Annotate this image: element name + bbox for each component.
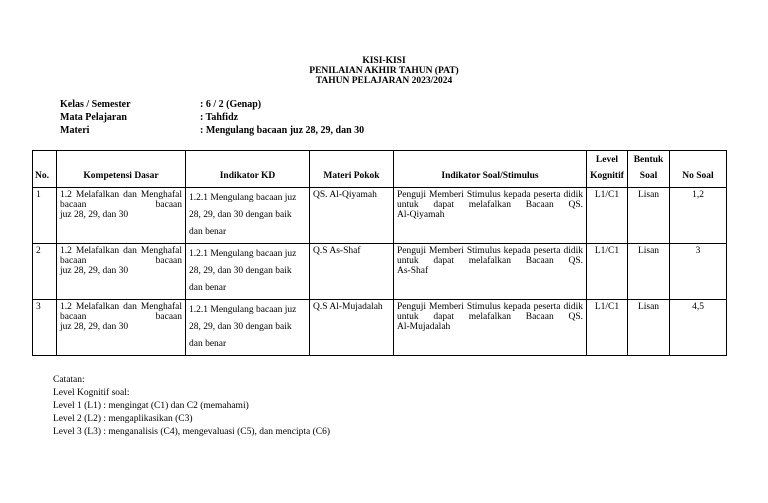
cell-bentuk: Lisan: [628, 300, 670, 356]
cell-kompetensi: [57, 300, 186, 356]
cell-kompetensi-main: 1.2 Melafalkan dan Menghafal bacaan bacaan: [60, 246, 182, 266]
notes-title: Catatan:: [53, 375, 85, 385]
cell-indikator-soal: [394, 188, 587, 244]
meta-label: Mata Pelajaran: [60, 112, 127, 123]
cell-kompetensi: [57, 188, 186, 244]
cell-no: 1: [33, 188, 57, 244]
header-level-line2: Kognitif: [590, 171, 624, 181]
cell-indikator-soal: [394, 300, 587, 356]
cell-indikator-kd: 1.2.1 Mengulang bacaan juz 28, 29, dan 30 dengan baik dan benar: [186, 244, 310, 300]
cell-level: L1/C1: [587, 244, 628, 300]
header-level-line1: Level: [595, 155, 619, 165]
notes-line: Level 1 (L1) : mengingat (C1) dan C2 (memahami): [53, 401, 249, 411]
cell-kompetensi-last: juz 28, 29, dan 30: [60, 322, 129, 332]
cell-indikator-soal-last: As-Shaf: [397, 266, 429, 276]
meta-value: : Mengulang bacaan juz 28, 29, dan 30: [200, 125, 365, 136]
header-kompetensi-dasar: Kompetensi Dasar: [57, 151, 186, 188]
cell-indikator-kd: 1.2.1 Mengulang bacaan juz 28, 29, dan 30 dengan baik dan benar: [186, 300, 310, 356]
cell-no-soal: 3: [670, 244, 727, 300]
meta-block: [60, 98, 364, 137]
cell-level: L1/C1: [587, 188, 628, 244]
cell-kompetensi-last: juz 28, 29, dan 30: [60, 266, 129, 276]
cell-indikator-soal-main: Penguji Memberi Stimulus kepada peserta didik untuk dapat melafalkan Bacaan QS.: [397, 190, 583, 210]
header-indikator-soal: Indikator Soal/Stimulus: [394, 151, 587, 188]
cell-no: 3: [33, 300, 57, 356]
header-level-kognitif: [587, 151, 628, 188]
cell-no-soal: 1,2: [670, 188, 727, 244]
cell-indikator-soal-main: Penguji Memberi Stimulus kepada peserta didik untuk dapat melafalkan Bacaan QS.: [397, 302, 583, 322]
cell-level: L1/C1: [587, 300, 628, 356]
cell-no: 2: [33, 244, 57, 300]
notes-block: [53, 374, 330, 439]
cell-indikator-soal-main: Penguji Memberi Stimulus kepada peserta didik untuk dapat melafalkan Bacaan QS.: [397, 246, 583, 266]
cell-indikator-kd: 1.2.1 Mengulang bacaan juz 28, 29, dan 30 dengan baik dan benar: [186, 188, 310, 244]
notes-line: Level 3 (L3) : menganalisis (C4), mengevaluasi (C5), dan mencipta (C6): [53, 427, 331, 437]
meta-value: : 6 / 2 (Genap): [200, 99, 262, 110]
table-header-row: [33, 151, 727, 188]
header-no: No.: [33, 151, 57, 188]
cell-materi: QS. Al-Qiyamah: [310, 188, 394, 244]
header-materi-pokok: Materi Pokok: [310, 151, 394, 188]
meta-label: Kelas / Semester: [60, 99, 131, 110]
doc-subtitle: PENILAIAN AKHIR TAHUN (PAT): [309, 66, 459, 76]
header-bentuk-line1: Bentuk: [633, 155, 664, 165]
meta-row-materi: [60, 124, 364, 137]
cell-indikator-soal-last: Al-Qiyamah: [397, 210, 445, 220]
table-row: [33, 188, 727, 244]
table-row: [33, 244, 727, 300]
cell-kompetensi-main: 1.2 Melafalkan dan Menghafal bacaan bacaan: [60, 302, 182, 322]
cell-bentuk: Lisan: [628, 244, 670, 300]
notes-line: Level Kognitif soal:: [53, 388, 130, 398]
cell-materi: Q.S Al-Mujadalah: [310, 300, 394, 356]
cell-no-soal: 4,5: [670, 300, 727, 356]
header-bentuk-soal: [628, 151, 670, 188]
notes-line: Level 2 (L2) : mengaplikasikan (C3): [53, 414, 193, 424]
meta-row-kelas: [60, 98, 364, 111]
header-indikator-kd: Indikator KD: [186, 151, 310, 188]
header-no-soal: No Soal: [670, 151, 727, 188]
cell-kompetensi-last: juz 28, 29, dan 30: [60, 210, 129, 220]
kisi-kisi-table: [32, 150, 727, 356]
cell-bentuk: Lisan: [628, 188, 670, 244]
header-bentuk-line2: Soal: [639, 171, 658, 181]
meta-value: : Tahfidz: [200, 112, 239, 123]
cell-indikator-soal: [394, 244, 587, 300]
cell-indikator-soal-last: Al-Mujadalah: [397, 322, 451, 332]
doc-year: TAHUN PELAJARAN 2023/2024: [315, 76, 453, 86]
meta-row-mapel: [60, 111, 364, 124]
cell-materi: Q.S As-Shaf: [310, 244, 394, 300]
cell-kompetensi-main: 1.2 Melafalkan dan Menghafal bacaan bacaan: [60, 190, 182, 210]
table-row: [33, 300, 727, 356]
cell-kompetensi: [57, 244, 186, 300]
meta-label: Materi: [60, 125, 90, 136]
doc-title: KISI-KISI: [362, 56, 406, 66]
